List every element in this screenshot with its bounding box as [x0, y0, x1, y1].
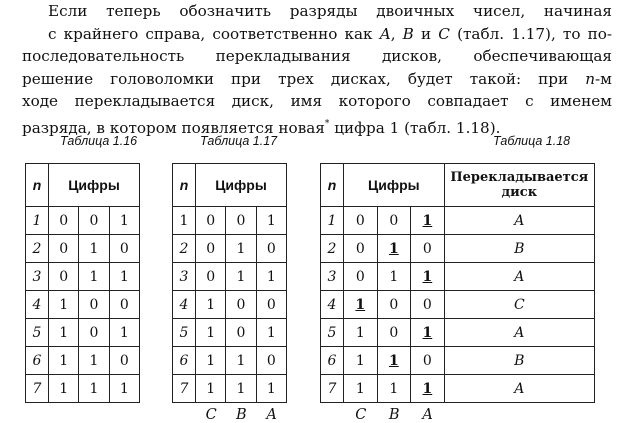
digit-cell: 0: [79, 207, 109, 235]
digit-cell: 0: [79, 291, 109, 319]
suffix-m: -м: [595, 69, 612, 88]
digit-cell: 1: [109, 319, 139, 347]
digit-cell: 0: [377, 319, 411, 347]
row-number: 3: [26, 263, 49, 291]
digit-cell: 0: [411, 291, 445, 319]
moved-disk-cell: B: [444, 235, 594, 263]
digit-cell: 1: [196, 375, 226, 403]
digit-cell: 1: [411, 375, 445, 403]
row-number: 7: [173, 375, 196, 403]
digit-cell: 1: [377, 263, 411, 291]
digit-cell: 1: [49, 347, 79, 375]
digit-cell: 0: [226, 319, 256, 347]
digit-cell: 1: [226, 375, 256, 403]
header-n: n: [321, 164, 344, 207]
moved-disk-cell: A: [444, 375, 594, 403]
digit-cell: 0: [377, 207, 411, 235]
para-line-4: решение головоломки при трех дисках, будет такой: при: [22, 69, 569, 88]
table-row: [26, 319, 140, 347]
row-number: 3: [321, 263, 344, 291]
var-c: C: [438, 24, 450, 43]
table-row: [173, 235, 287, 263]
digit-cell: 1: [79, 263, 109, 291]
caption-table-1-16: Таблица 1.16: [60, 134, 138, 148]
digit-cell: 1: [256, 319, 286, 347]
row-number: 5: [26, 319, 49, 347]
digit-cell: 1: [411, 207, 445, 235]
row-number: 1: [321, 207, 344, 235]
digit-cell: 1: [256, 207, 286, 235]
digit-cell: 0: [49, 207, 79, 235]
table-row: [321, 319, 595, 347]
digit-cell: 1: [109, 263, 139, 291]
digit-cell: 0: [109, 347, 139, 375]
digit-cell: 1: [79, 235, 109, 263]
digit-cell: 0: [49, 235, 79, 263]
digit-cell: 0: [79, 319, 109, 347]
digit-cell: 0: [256, 291, 286, 319]
column-letter-c: C: [355, 407, 367, 423]
digit-cell: 1: [377, 347, 411, 375]
column-letter-a: A: [266, 407, 277, 423]
header-n: n: [173, 164, 196, 207]
para-line-5: ходе перекладывается диск, имя которого совпадает с именем: [22, 92, 612, 110]
table-1-16-body: [26, 207, 140, 403]
digit-cell: 0: [344, 235, 378, 263]
row-number: 4: [26, 291, 49, 319]
para-line-2: с крайнего справа, соответственно как: [48, 24, 373, 43]
var-b: B: [402, 24, 414, 43]
header-n: n: [26, 164, 49, 207]
table-row: [173, 347, 287, 375]
row-number: 5: [173, 319, 196, 347]
digit-cell: 1: [49, 375, 79, 403]
digit-cell: 0: [226, 291, 256, 319]
digit-cell: 1: [411, 263, 445, 291]
header-digits: Цифры: [344, 164, 445, 207]
header-moved-disk-line-1: Перекладывается: [450, 170, 589, 185]
moved-disk-cell: A: [444, 319, 594, 347]
digit-cell: 1: [196, 319, 226, 347]
header-digits: Цифры: [49, 164, 140, 207]
comma: ,: [390, 24, 396, 43]
table-1-17: [172, 163, 287, 403]
digit-cell: 1: [344, 347, 378, 375]
para-line-6-tail: цифра 1 (табл. 1.18).: [334, 118, 501, 137]
digit-cell: 1: [256, 263, 286, 291]
caption-table-1-17: Таблица 1.17: [200, 134, 278, 148]
moved-disk-cell: B: [444, 347, 594, 375]
digit-cell: 0: [411, 347, 445, 375]
table-row: [26, 235, 140, 263]
header-digits: Цифры: [196, 164, 287, 207]
table-row: [173, 291, 287, 319]
var-a: A: [379, 24, 391, 43]
digit-cell: 0: [196, 207, 226, 235]
digit-cell: 0: [196, 263, 226, 291]
row-number: 2: [26, 235, 49, 263]
table-row: [26, 207, 140, 235]
digit-cell: 0: [256, 347, 286, 375]
para-line-1: Если теперь обозначить разряды двоичных чисел, начиная: [48, 2, 612, 20]
table-row: [321, 347, 595, 375]
column-letter-b: B: [235, 407, 247, 423]
digit-cell: 1: [344, 291, 378, 319]
table-row: [173, 263, 287, 291]
digit-cell: 1: [411, 319, 445, 347]
table-row: [26, 375, 140, 403]
digit-cell: 1: [344, 375, 378, 403]
digit-cell: 1: [49, 319, 79, 347]
digit-cell: 1: [226, 263, 256, 291]
digit-cell: 0: [196, 235, 226, 263]
digit-cell: 1: [226, 347, 256, 375]
digit-cell: 0: [411, 235, 445, 263]
moved-disk-cell: A: [444, 263, 594, 291]
caption-table-1-18: Таблица 1.18: [493, 134, 571, 148]
table-row: [173, 375, 287, 403]
row-number: 6: [173, 347, 196, 375]
digit-cell: 1: [344, 319, 378, 347]
digit-cell: 0: [109, 235, 139, 263]
table-1-18: [320, 163, 595, 403]
row-number: 1: [26, 207, 49, 235]
digit-cell: 0: [344, 263, 378, 291]
table-row: [321, 263, 595, 291]
column-letter-c: C: [205, 407, 217, 423]
digit-cell: 1: [377, 375, 411, 403]
digit-cell: 1: [109, 375, 139, 403]
row-number: 6: [26, 347, 49, 375]
digit-cell: 1: [49, 291, 79, 319]
moved-disk-cell: C: [444, 291, 594, 319]
para-line-3: последовательность перекладывания дисков, обеспечивающая: [22, 47, 612, 65]
digit-cell: 1: [196, 291, 226, 319]
digit-cell: 0: [344, 207, 378, 235]
row-number: 2: [321, 235, 344, 263]
row-number: 6: [321, 347, 344, 375]
digit-cell: 0: [226, 207, 256, 235]
table-row: [321, 207, 595, 235]
ref-117: (табл. 1.17), то по-: [457, 24, 613, 43]
table-row: [321, 235, 595, 263]
digit-cell: 1: [79, 347, 109, 375]
row-number: 7: [26, 375, 49, 403]
digit-cell: 0: [256, 235, 286, 263]
and-word: и: [421, 24, 432, 43]
row-number: 1: [173, 207, 196, 235]
table-row: [173, 319, 287, 347]
table-1-16: [25, 163, 140, 403]
table-row: [26, 291, 140, 319]
digit-cell: 1: [377, 235, 411, 263]
digit-cell: 0: [109, 291, 139, 319]
row-number: 7: [321, 375, 344, 403]
row-number: 2: [173, 235, 196, 263]
header-moved-disk-line-2: диск: [501, 185, 538, 200]
column-letter-a: A: [422, 407, 433, 423]
header-moved-disk: [444, 164, 594, 207]
digit-cell: 1: [196, 347, 226, 375]
body-paragraph: [22, 0, 612, 139]
column-letter-b: B: [388, 407, 400, 423]
digit-cell: 0: [377, 291, 411, 319]
digit-cell: 0: [49, 263, 79, 291]
row-number: 5: [321, 319, 344, 347]
digit-cell: 1: [109, 207, 139, 235]
table-1-18-body: [321, 207, 595, 403]
table-1-17-body: [173, 207, 287, 403]
table-row: [321, 375, 595, 403]
table-row: [26, 347, 140, 375]
table-row: [173, 207, 287, 235]
digit-cell: 1: [226, 235, 256, 263]
digit-cell: 1: [79, 375, 109, 403]
row-number: 4: [173, 291, 196, 319]
table-row: [26, 263, 140, 291]
para-line-6: разряда, в котором появляется новая: [22, 118, 325, 137]
moved-disk-cell: A: [444, 207, 594, 235]
row-number: 3: [173, 263, 196, 291]
row-number: 4: [321, 291, 344, 319]
digit-cell: 1: [256, 375, 286, 403]
footnote-star: *: [324, 118, 330, 129]
var-n: n: [585, 69, 596, 88]
table-row: [321, 291, 595, 319]
